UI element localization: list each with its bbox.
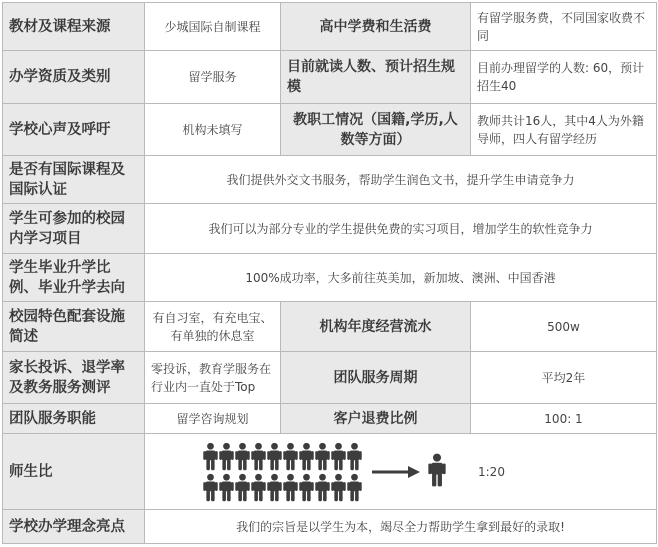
person-icon	[267, 473, 282, 502]
row-value-secondary: 有留学服务费，不同国家收费不同	[471, 3, 657, 51]
row-value: 100%成功率，大多前往英美加，新加坡、澳洲、中国香港	[145, 254, 657, 302]
ratio-graphic	[145, 442, 656, 502]
row-label: 家长投诉、退学率及教务服务测评	[3, 352, 145, 404]
row-value-secondary: 教师共计16人，其中4人为外籍导师，四人有留学经历	[471, 104, 657, 156]
table-row	[3, 510, 657, 544]
person-icon	[235, 442, 250, 471]
person-icon	[235, 473, 250, 502]
row-value: 留学服务	[145, 51, 281, 104]
table-row	[3, 156, 657, 204]
person-icon	[283, 442, 298, 471]
person-icon	[283, 473, 298, 502]
arrow-right-icon	[372, 465, 420, 479]
person-icon	[267, 442, 282, 471]
row-label-secondary: 团队服务周期	[281, 352, 471, 404]
person-icon	[331, 442, 346, 471]
table-row	[3, 302, 657, 352]
person-icon	[219, 442, 234, 471]
ratio-value: 1:20	[478, 464, 505, 479]
table-row	[3, 404, 657, 434]
row-value: 我们提供外交文书服务，帮助学生润色文书，提升学生申请竞争力	[145, 156, 657, 204]
teacher-icon-wrap	[428, 453, 446, 491]
row-label-secondary: 教职工情况（国籍,学历,人数等方面）	[281, 104, 471, 156]
person-icon	[203, 442, 218, 471]
row-label-secondary: 目前就读人数、预计招生规模	[281, 51, 471, 104]
person-icon	[219, 473, 234, 502]
row-value: 零投诉，教育学服务在行业内一直处于Top	[145, 352, 281, 404]
row-label: 办学资质及类别	[3, 51, 145, 104]
person-icon	[299, 473, 314, 502]
info-table	[2, 2, 657, 544]
person-icon	[331, 473, 346, 502]
row-value: 少城国际自制课程	[145, 3, 281, 51]
row-label: 学生毕业升学比例、毕业升学去向	[3, 254, 145, 302]
row-label: 团队服务职能	[3, 404, 145, 434]
row-value-secondary: 100: 1	[471, 404, 657, 434]
row-value: 我们的宗旨是以学生为本，竭尽全力帮助学生拿到最好的录取!	[145, 510, 657, 544]
person-icon	[299, 442, 314, 471]
row-label: 学校心声及呼吁	[3, 104, 145, 156]
table-row	[3, 51, 657, 104]
table-row	[3, 204, 657, 254]
row-label-secondary: 客户退费比例	[281, 404, 471, 434]
table-row	[3, 352, 657, 404]
row-value: 机构未填写	[145, 104, 281, 156]
row-label-secondary: 高中学费和生活费	[281, 3, 471, 51]
person-icon	[251, 442, 266, 471]
person-icon	[251, 473, 266, 502]
row-value: 留学咨询规划	[145, 404, 281, 434]
row-value-secondary: 平均2年	[471, 352, 657, 404]
row-label: 校园特色配套设施简述	[3, 302, 145, 352]
row-label: 学校办学理念亮点	[3, 510, 145, 544]
student-icon-row	[203, 442, 362, 471]
row-label: 教材及课程来源	[3, 3, 145, 51]
row-label: 学生可参加的校园内学习项目	[3, 204, 145, 254]
row-value: 有自习室，有充电宝、有单独的休息室	[145, 302, 281, 352]
table-row	[3, 3, 657, 51]
teacher-icon	[428, 453, 446, 487]
row-value-secondary: 500w	[471, 302, 657, 352]
student-icons	[203, 442, 362, 502]
row-label: 师生比	[3, 434, 145, 510]
row-value: 我们可以为部分专业的学生提供免费的实习项目，增加学生的软性竞争力	[145, 204, 657, 254]
row-value-secondary: 目前办理留学的人数: 60，预计招生40	[471, 51, 657, 104]
person-icon	[347, 442, 362, 471]
table-row	[3, 434, 657, 510]
ratio-cell	[145, 434, 657, 510]
table-row	[3, 104, 657, 156]
person-icon	[315, 473, 330, 502]
person-icon	[203, 473, 218, 502]
person-icon	[347, 473, 362, 502]
row-label-secondary: 机构年度经营流水	[281, 302, 471, 352]
table-row	[3, 254, 657, 302]
row-label: 是否有国际课程及国际认证	[3, 156, 145, 204]
person-icon	[315, 442, 330, 471]
student-icon-row	[203, 473, 362, 502]
